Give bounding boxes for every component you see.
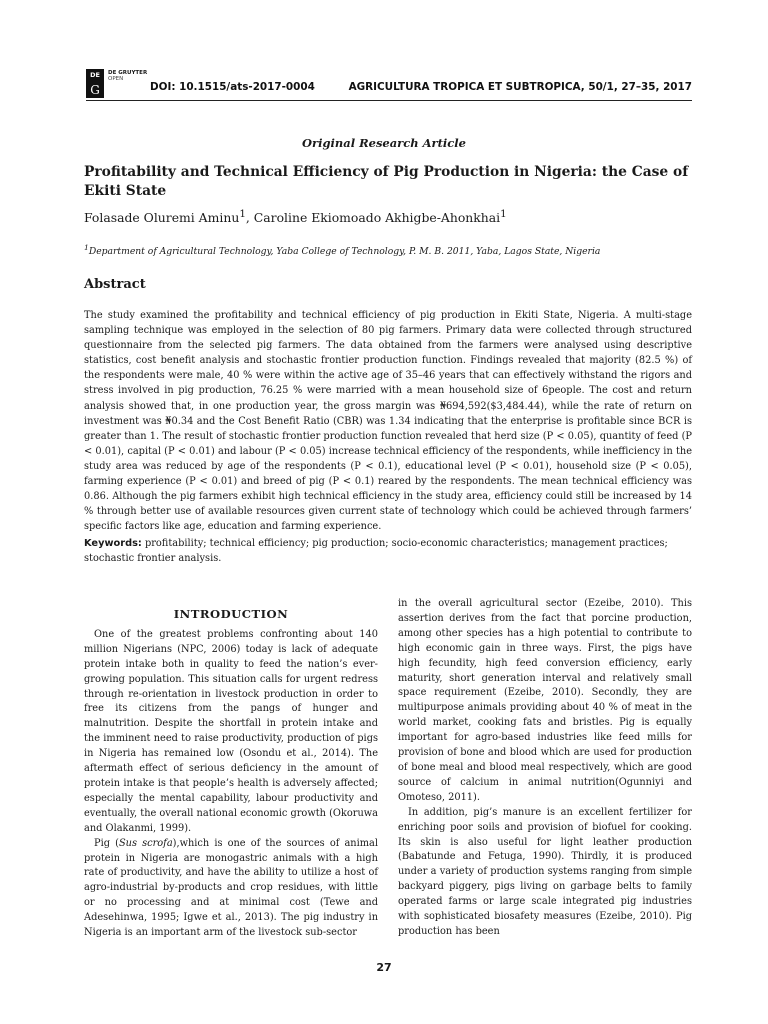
author-affiliation-mark: 1 (500, 208, 507, 220)
keywords (84, 536, 692, 566)
author-list: Folasade Oluremi Aminu$^1$, Caroline Ekiomoado Akhigbe-Ahonkhai$^1$ (84, 208, 507, 226)
keywords-text: profitability; technical efficiency; pig production; socio-economic characteristics; management practices; stochastic frontier analysis. (84, 538, 668, 565)
publisher-sub-label: OPEN (108, 76, 124, 82)
paragraph-text: Pig ( (94, 837, 119, 849)
introduction-heading: INTRODUCTION (173, 607, 289, 621)
publisher-label: DE GRUYTER (108, 70, 148, 76)
page-number: 27 (376, 961, 392, 974)
publisher-name (108, 70, 147, 82)
author-name: Folasade Oluremi Aminu (84, 210, 240, 226)
keywords-label: Keywords: (84, 538, 142, 549)
degruyter-logo (86, 69, 104, 98)
logo-top-text: DE (90, 71, 100, 79)
paragraph-text: ),which is one of the sources of animal protein in Nigeria are monogastric animals with a high rate of productivity, and have the ability to utilize a host of agro-industrial by-products and crop residues, with little or no processing and at minimal cost (Tewe and Adesehinwa, 1995; Igwe et al., 2013). The pig industry in Nigeria is an important arm of the livestock sub-sector (84, 837, 378, 939)
left-column (84, 607, 378, 941)
journal-citation: AGRICULTURA TROPICA ET SUBTROPICA, 50/1, 27–35, 2017 (348, 81, 692, 93)
logo-bottom-text: G (90, 82, 100, 97)
doi-link[interactable]: DOI: 10.1515/ats-2017-0004 (150, 81, 315, 93)
article-type: Original Research Article (302, 136, 466, 150)
page-header (86, 66, 692, 101)
affiliation-mark: 1 (84, 243, 89, 252)
body-paragraph: One of the greatest problems confronting about 140 million Nigerians (NPC, 2006) today is lack of adequate protein intake both in quality to feed the nation’s ever-growing population. This situation calls for urgent redress through re-orientation in livestock production in order to free its citizens from the pangs of hunger and malnutrition. Despite the shortfall in protein intake and the imminent need to raise productivity, production of pigs in Nigeria has remained low (Osondu et al., 2014). The aftermath effect of serious deficiency in the amount of protein intake is that people’s health is adversely affected; especially the mental capability, labour productivity and eventually, the overall national economic growth (Okoruwa and Olakanmi, 1999). (84, 628, 378, 834)
abstract-text: The study examined the profitability and technical efficiency of pig production in Ekiti State, Nigeria. A multi-stage sampling technique was employed in the selection of 80 pig farmers. Primary data were collected through structured questionnaire from the selected pig farmers. The data obtained from the farmers were analysed using descriptive statistics, cost benefit analysis and stochastic frontier production function. Findings revealed that majority (82.5 %) of the respondents were male, 40 % were within the active age of 35–46 years that can effectively withstand the rigors and stress involved in pig production, 76.25 % were married with a mean household size of 6people. The cost and return analysis showed that, in one production year, the gross margin was ₦694,592($3,484.44), while the rate of return on investment was ₦0.34 and the Cost Benefit Ratio (CBR) was 1.34 indicating that the enterprise is profitable since BCR is greater than 1. The result of stochastic frontier production function revealed that herd size (P < 0.05), quantity of feed (P < 0.01), capital (P < 0.01) and labour (P < 0.05) increase technical efficiency of the respondents, while inefficiency in the study area was reduced by age of the respondents (P < 0.1), educational level (P < 0.01), household size (P < 0.05), farming experience (P < 0.01) and breed of pig (P < 0.1) reared by the respondents. The mean technical efficiency was 0.86. Although the pig farmers exhibit high technical efficiency in the study area, efficiency could still be increased by 14 % through better use of available resources given current state of technology which could be achieved through farmers’ specific factors like age, education and farming experience. (84, 310, 692, 533)
body-paragraph: in the overall agricultural sector (Ezeibe, 2010). This assertion derives from the fact that porcine production, among other species has a high potential to contribute to high economic gain in three ways. First, the pigs have high fecundity, high feed conversion efficiency, early maturity, short generation interval and relatively small space requirement (Ezeibe, 2010). Secondly, they are multipurpose animals providing about 40 % of meat in the world market, cooking fats and bristles. Pig is equally important for agro-based industries like feed mills for provision of bone and blood which are used for production of bone meal and blood meal respectively, which are good source of calcium in animal nutrition(Ogunniyi and Omoteso, 2011). (398, 598, 692, 803)
author-name: Caroline Ekiomoado Akhigbe-Ahonkhai (253, 210, 501, 226)
body-paragraph (84, 837, 378, 941)
affiliation (84, 243, 600, 257)
affiliation-text: Department of Agricultural Technology, Yaba College of Technology, P. M. B. 2011, Yaba, Lagos State, Nigeria (88, 246, 601, 258)
abstract-heading: Abstract (84, 277, 146, 292)
author-affiliation-mark: 1 (239, 208, 246, 220)
species-name: Sus scrofa (118, 837, 173, 849)
article-title: Profitability and Technical Efficiency of Pig Production in Nigeria: the Case of Ekiti State (84, 164, 689, 199)
right-column (398, 597, 692, 940)
body-paragraph: In addition, pig’s manure is an excellent fertilizer for enriching poor soils and provision of biofuel for cooking. Its skin is also useful for light leather production (Babatunde and Fetuga, 1990). Thirdly, it is produced under a variety of production systems ranging from simple backyard piggery, pigs living on garbage belts to family operated farms or large scale integrated pig industries with sophisticated biosafety measures (Ezeibe, 2010). Pig production has been (398, 806, 692, 937)
